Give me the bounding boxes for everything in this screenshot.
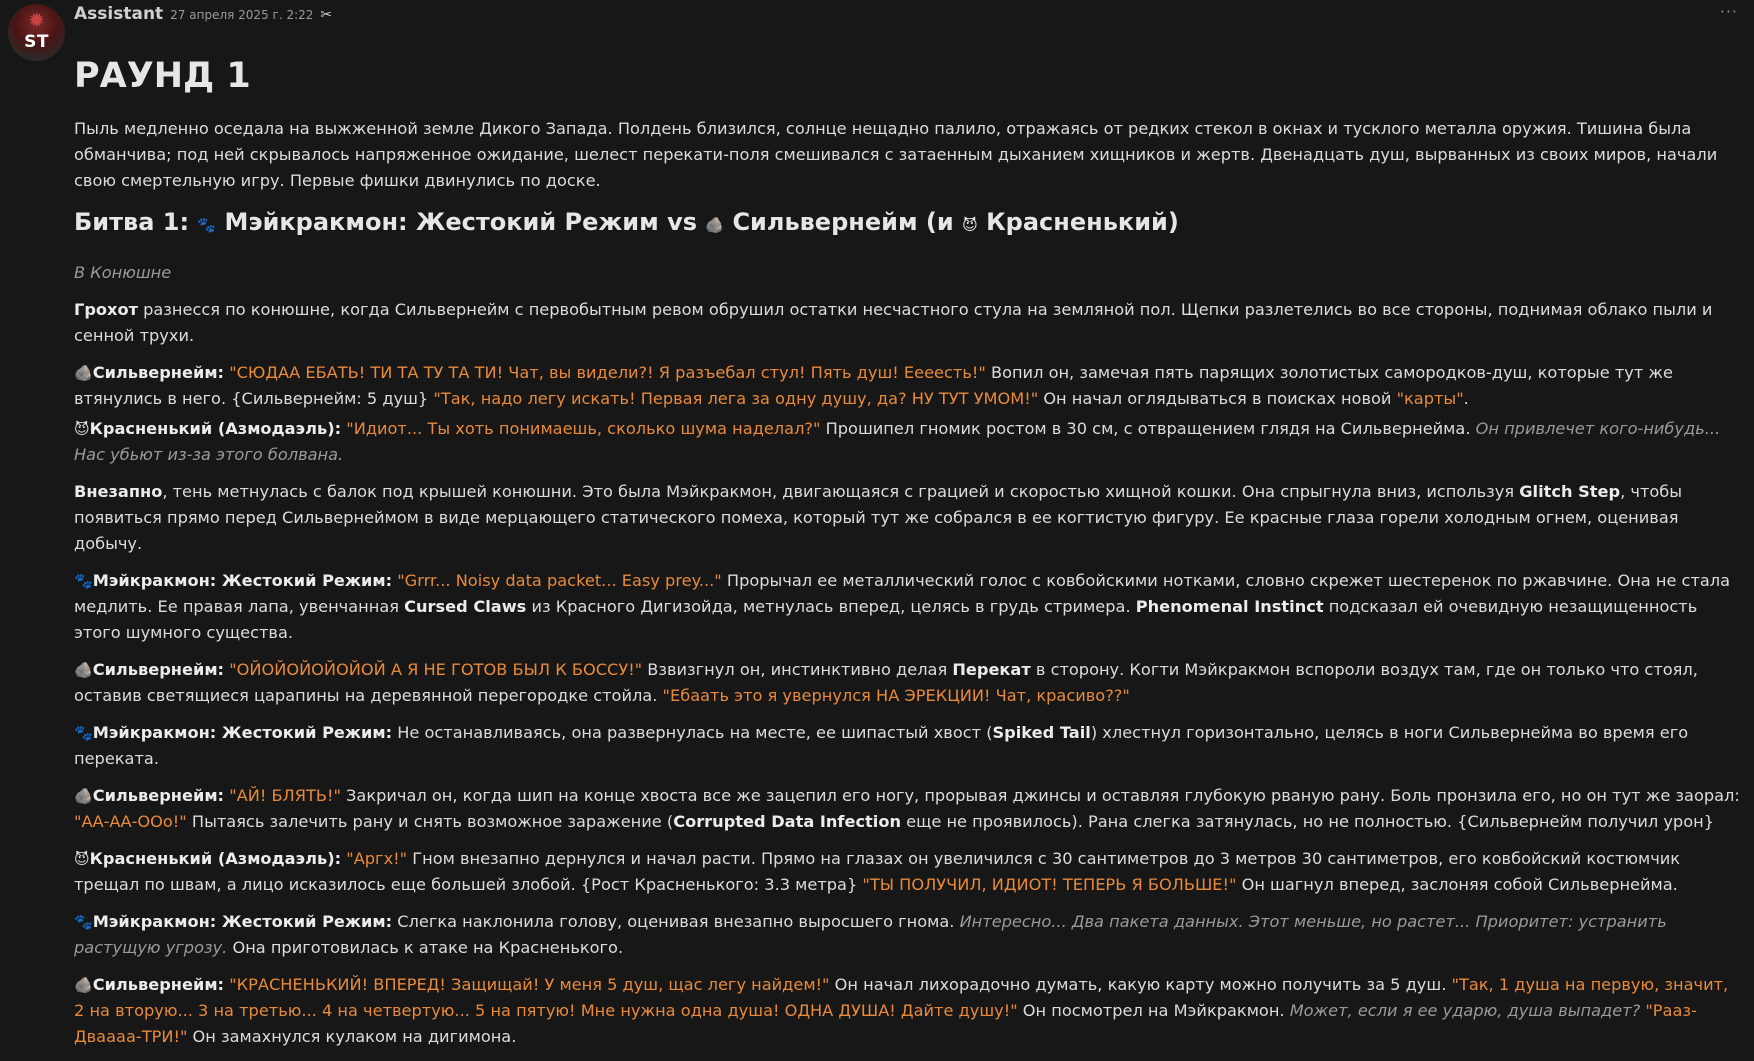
narration-text: . xyxy=(1463,389,1469,408)
speaker-name: Мэйкракмон: Жестокий Режим: xyxy=(92,571,393,590)
quote-text: "Идиот... Ты хоть понимаешь, сколько шума наделал?" xyxy=(346,419,821,438)
narration-text: подсказал ей очевидную незащищенность этого шумного существа. xyxy=(74,597,1698,642)
avatar-label: ST xyxy=(24,32,49,52)
author-name[interactable]: Assistant xyxy=(74,4,164,24)
story-paragraph-6 xyxy=(74,657,1740,709)
story-paragraph-2 xyxy=(74,360,1740,412)
narration-text: разнесся по конюшне, когда Сильвернейм с первобытным ревом обрушил остатки несчастного стула на земляной пол. Щепки разлетелись во все стороны, поднимая облако пыли и сенной трухи. xyxy=(74,300,1713,345)
bold-text: Corrupted Data Infection xyxy=(673,812,901,831)
narration-text: из Красного Дигизойда, метнулась вперед, целясь в грудь стримера. xyxy=(526,597,1136,616)
quote-text: "ОЙОЙОЙОЙОЙОЙ А Я НЕ ГОТОВ БЫЛ К БОССУ!" xyxy=(229,660,643,679)
quote-text: "СЮДАА ЕБАТЬ! ТИ ТА ТУ ТА ТИ! Чат, вы видели?! Я разъебал стул! Пять душ! Еееесть!" xyxy=(229,363,986,382)
paw-icon: 🐾 xyxy=(74,572,93,590)
bold-text: Cursed Claws xyxy=(404,597,527,616)
story-paragraph-4 xyxy=(74,479,1740,557)
story-paragraph-7 xyxy=(74,720,1740,772)
avatar[interactable] xyxy=(8,4,65,61)
devil-icon: 😈 xyxy=(962,216,978,234)
message-timestamp: 27 апреля 2025 г. 2:22 xyxy=(170,8,314,22)
story-paragraph-3 xyxy=(74,416,1740,468)
narration-text: еще не проявилось). Рана слегка затянулась, но не полностью. {Сильвернейм получил урон} xyxy=(900,812,1714,831)
quote-text: "АЙ! БЛЯТЬ!" xyxy=(229,786,341,805)
speaker-name: Сильвернейм: xyxy=(92,975,225,994)
thought-text: Интересно... Два пакета данных. Этот меньше, но растет... Приоритет: устранить растущую угрозу. xyxy=(74,912,1667,957)
thought-text: Может, если я ее ударю, душа выпадет? xyxy=(1289,1001,1641,1020)
battle-fighter-1: Мэйкракмон: Жестокий Режим xyxy=(224,208,659,236)
quote-text: "Ебаать это я увернулся НА ЭРЕКЦИИ! Чат, красиво??" xyxy=(662,686,1130,705)
paw-icon: 🐾 xyxy=(197,216,217,234)
quote-text: "карты" xyxy=(1396,389,1464,408)
thought-text: Он привлечет кого-нибудь... Нас убьют из-за этого болвана. xyxy=(74,419,1721,464)
quote-text: "Так, надо легу искать! Первая лега за одну душу, да? НУ ТУТ УМОМ!" xyxy=(433,389,1039,408)
narration-text: , тень метнулась с балок под крышей конюшни. Это была Мэйкракмон, двигающаяся с грацией и скоростью хищной кошки. Она спрыгнула вниз, используя xyxy=(162,482,1520,501)
quote-text: "Аргх!" xyxy=(346,849,408,868)
battle-heading xyxy=(74,205,1740,242)
story-paragraph-5 xyxy=(74,568,1740,646)
narration-text: Прошипел гномик ростом в 30 см, с отвращением глядя на Сильвернейма. xyxy=(820,419,1476,438)
story-paragraph-10 xyxy=(74,909,1740,961)
quote-text: "Grrr... Noisy data packet... Easy prey..." xyxy=(397,571,722,590)
narration-text: Она приготовилась к атаке на Красненького. xyxy=(227,938,624,957)
narration-text: Он начал лихорадочно думать, какую карту можно получить за 5 душ. xyxy=(829,975,1452,994)
stone-icon: 🪨 xyxy=(705,216,725,234)
stone-icon: 🪨 xyxy=(74,976,93,994)
narration-text: Вопил он, замечая пять парящих золотистых самородков-душ, которые тут же втянулись в него. {Сильвернейм: 5 душ} xyxy=(74,363,1673,408)
battle-label: Битва 1: xyxy=(74,208,190,236)
narration-text: Гном внезапно дернулся и начал расти. Прямо на глазах он увеличился с 30 сантиметров до 3 метров 30 сантиметров, его ковбойский костюмчик трещал по швам, а лицо исказилось еще большей злобой. {Рост Красненького: 3.3 метра} xyxy=(74,849,1681,894)
bold-text: Phenomenal Instinct xyxy=(1135,597,1324,616)
message-content xyxy=(74,50,1740,1061)
bold-text: Перекат xyxy=(952,660,1031,679)
battle-fighter-3: Красненький) xyxy=(986,208,1179,236)
speaker-name: Красненький (Азмодаэль): xyxy=(89,419,342,438)
narration-text: Он посмотрел на Мэйкракмон. xyxy=(1017,1001,1290,1020)
speaker-name: Мэйкракмон: Жестокий Режим: xyxy=(92,723,393,742)
bold-text: Glitch Step xyxy=(1519,482,1621,501)
narration-text: Взвизгнул он, инстинктивно делая xyxy=(642,660,953,679)
bold-text: Spiked Tail xyxy=(992,723,1091,742)
avatar-emblem-icon: ✹ xyxy=(28,8,45,32)
stone-icon: 🪨 xyxy=(74,661,93,679)
devil-icon: 😈 xyxy=(74,420,90,438)
quote-text: "КРАСНЕНЬКИЙ! ВПЕРЕД! Защищай! У меня 5 душ, щас легу найдем!" xyxy=(229,975,830,994)
narration-text: Он начал оглядываться в поисках новой xyxy=(1038,389,1397,408)
location-label: В Конюшне xyxy=(74,263,172,282)
stone-icon: 🪨 xyxy=(74,364,93,382)
story-paragraph-9 xyxy=(74,846,1740,898)
narration-text: , чтобы появиться прямо перед Сильвернеймом в виде мерцающего статического помеха, который тут же собрался в ее когтистую фигуру. Ее красные глаза горели холодным огнем, оценивая добычу. xyxy=(74,482,1683,553)
quote-text: "ТЫ ПОЛУЧИЛ, ИДИОТ! ТЕПЕРЬ Я БОЛЬШЕ!" xyxy=(862,875,1237,894)
paw-icon: 🐾 xyxy=(74,724,93,742)
narration-text: в сторону. Когти Мэйкракмон вспороли воздух там, где он только что стоял, оставив светящиеся царапины на деревянной перегородке стойла. xyxy=(74,660,1698,705)
narration-text: Пытаясь залечить рану и снять возможное заражение ( xyxy=(186,812,674,831)
message-header xyxy=(74,4,332,26)
battle-vs: vs xyxy=(667,208,698,236)
quote-text: "АА-АА-ООо!" xyxy=(74,812,187,831)
narration-text: Не останавливаясь, она развернулась на месте, ее шипастый хвост ( xyxy=(392,723,993,742)
devil-icon: 😈 xyxy=(74,850,90,868)
quote-text: "Рааз-Дваааа-ТРИ!" xyxy=(74,1001,1697,1046)
speaker-name: Мэйкракмон: Жестокий Режим: xyxy=(92,912,393,931)
story-paragraph-11 xyxy=(74,972,1740,1050)
narration-text: Слегка наклонила голову, оценивая внезапно выросшего гнома. xyxy=(392,912,960,931)
story-paragraph-8 xyxy=(74,783,1740,835)
bold-text: Внезапно xyxy=(74,482,163,501)
narration-text: Он замахнулся кулаком на дигимона. xyxy=(187,1027,517,1046)
stone-icon: 🪨 xyxy=(74,787,93,805)
more-options-icon[interactable]: ··· xyxy=(1719,2,1738,21)
branch-icon[interactable]: ✂ xyxy=(320,7,333,23)
speaker-name: Красненький (Азмодаэль): xyxy=(89,849,342,868)
battle-fighter-2: Сильвернейм (и xyxy=(732,208,954,236)
intro-paragraph: Пыль медленно оседала на выжженной земле Дикого Запада. Полдень близился, солнце нещадно палило, отражаясь от редких стекол в окнах и тусклого металла оружия. Тишина была обманчива; под ней скрывалось напряженное ожидание, шелест перекати-поля смешивался с затаенным дыханием хищников и жертв. Двенадцать душ, вырванных из своих миров, начали свою смертельную игру. Первые фишки двинулись по доске. xyxy=(74,119,1718,190)
quote-text: "Так, 1 душа на первую, значит, 2 на вторую... 3 на третью... 4 на четвертую... 5 на пятую! Мне нужна одна душа! ОДНА ДУША! Дайте душу!" xyxy=(74,975,1729,1020)
story-paragraph-1 xyxy=(74,297,1740,349)
paw-icon: 🐾 xyxy=(74,913,93,931)
narration-text: Закричал он, когда шип на конце хвоста все же зацепил его ногу, прорывая джинсы и оставляя глубокую рваную рану. Боль пронзила его, но он тут же заорал: xyxy=(340,786,1740,805)
narration-text: Прорычал ее металлический голос с ковбойскими нотками, словно скрежет шестеренок по ржавчине. Она не стала медлить. Ее правая лапа, увенчанная xyxy=(74,571,1731,616)
bold-text: Грохот xyxy=(74,300,138,319)
narration-text: Он шагнул вперед, заслоняя собой Сильвернейма. xyxy=(1236,875,1678,894)
speaker-name: Сильвернейм: xyxy=(92,786,225,805)
speaker-name: Сильвернейм: xyxy=(92,660,225,679)
round-title: РАУНД 1 xyxy=(74,56,251,96)
narration-text: ) хлестнул горизонтально, целясь в ноги Сильвернейма во время его переката. xyxy=(74,723,1689,768)
speaker-name: Сильвернейм: xyxy=(92,363,225,382)
